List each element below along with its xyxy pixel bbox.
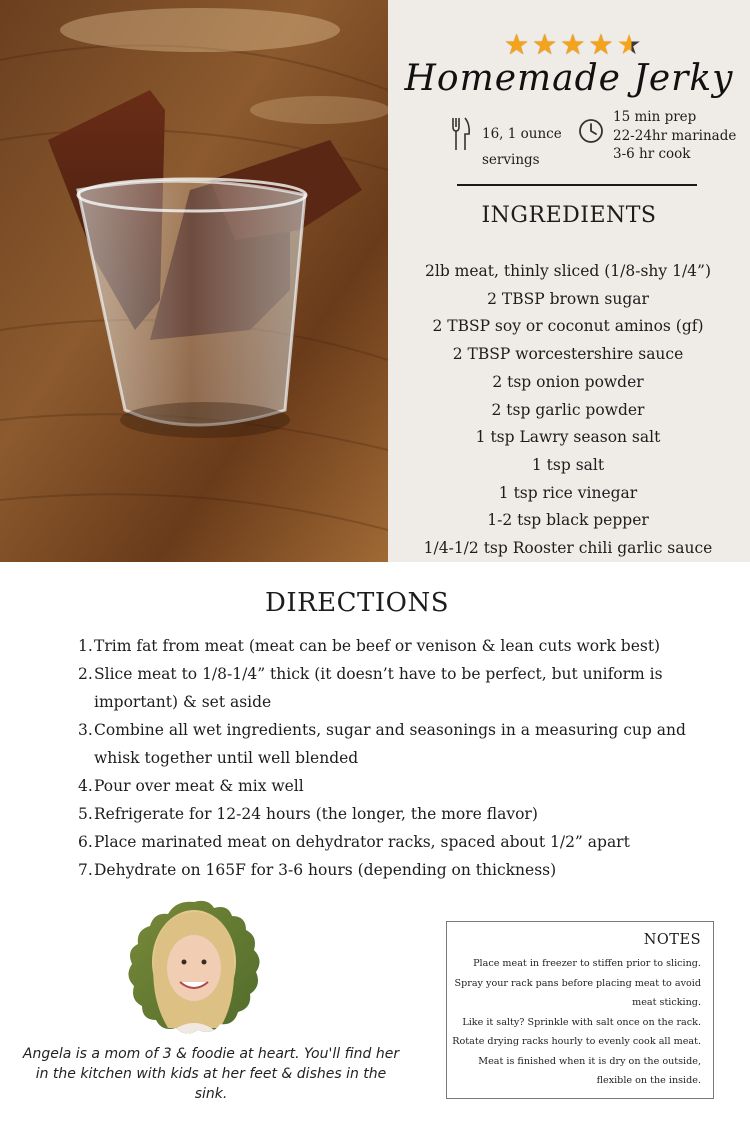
step-text: Place marinated meat on dehydrator racks, spaced about 1/2” apart	[94, 833, 630, 851]
author-bio: Angela is a mom of 3 & foodie at heart. You'll find her in the kitchen with kids at her feet & dishes in the sink.	[22, 1046, 400, 1102]
directions-list	[78, 632, 718, 884]
direction-step	[78, 856, 718, 884]
ingredient-item: 2 tsp garlic powder	[491, 400, 645, 419]
notes-box	[446, 921, 714, 1099]
step-text: Refrigerate for 12-24 hours (the longer, the more flavor)	[94, 805, 538, 823]
time-info	[613, 108, 743, 164]
notes-heading: NOTES	[643, 932, 701, 948]
ingredient-item: 2 tsp onion powder	[492, 372, 644, 391]
note-item: Meat is finished when it is dry on the outside, flexible on the inside.	[478, 1055, 701, 1086]
cook-time: 3-6 hr cook	[613, 146, 691, 162]
direction-step	[78, 828, 718, 856]
rating-stars	[504, 30, 642, 60]
ingredient-item: 2lb meat, thinly sliced (1/8-shy 1/4”)	[425, 262, 711, 280]
half-star-icon: ★	[616, 28, 642, 61]
direction-step	[78, 660, 718, 716]
servings-info	[482, 124, 572, 170]
step-text: Combine all wet ingredients, sugar and seasonings in a measuring cup and whisk together until well blended	[94, 721, 686, 767]
step-number: 2.	[78, 665, 93, 683]
star-icon: ★	[560, 28, 586, 61]
step-text: Slice meat to 1/8-1/4” thick (it doesn’t have to be perfect, but uniform is important) & set aside	[94, 665, 663, 711]
step-number: 1.	[78, 637, 93, 655]
notes-list	[451, 954, 701, 1091]
recipe-card-panel	[388, 0, 750, 562]
direction-step	[78, 632, 718, 660]
step-number: 7.	[78, 861, 93, 879]
servings-line: 16, 1 ounce	[482, 126, 562, 142]
step-text: Trim fat from meat (meat can be beef or venison & lean cuts work best)	[94, 637, 661, 655]
step-number: 6.	[78, 833, 93, 851]
star-icon: ★	[532, 28, 558, 61]
ingredient-item: 1/4-1/2 tsp Rooster chili garlic sauce	[423, 539, 713, 558]
step-number: 3.	[78, 721, 93, 739]
note-item: Rotate drying racks hourly to evenly cook all meat.	[452, 1036, 701, 1047]
marinade-time: 22-24hr marinade	[613, 127, 737, 144]
step-text: Dehydrate on 165F for 3-6 hours (depending on thickness)	[94, 861, 557, 879]
star-icon: ★	[504, 28, 530, 61]
jerky-photo	[0, 0, 388, 562]
step-text: Pour over meat & mix well	[94, 777, 304, 795]
ingredients-heading: INGREDIENTS	[481, 203, 657, 228]
divider	[457, 184, 697, 186]
ingredient-item: 1 tsp rice vinegar	[498, 483, 638, 502]
step-number: 5.	[78, 805, 93, 823]
servings-unit: servings	[482, 152, 540, 168]
ingredient-item: 1 tsp salt	[531, 455, 605, 474]
star-icon: ★	[588, 28, 614, 61]
note-item: Place meat in freezer to stiffen prior to slicing.	[473, 958, 701, 969]
ingredient-item: 2 TBSP worcestershire sauce	[452, 345, 684, 364]
direction-step	[78, 800, 718, 828]
clock-icon	[578, 118, 604, 144]
ingredient-item: 1 tsp Lawry season salt	[475, 428, 661, 447]
recipe-title: Homemade Jerky	[404, 58, 734, 99]
direction-step	[78, 772, 718, 800]
ingredients-list	[378, 258, 750, 563]
note-item: Spray your rack pans before placing meat to avoid meat sticking.	[454, 977, 701, 1008]
author-avatar	[124, 898, 264, 1038]
directions-heading: DIRECTIONS	[264, 588, 450, 618]
ingredient-item: 2 TBSP brown sugar	[487, 289, 649, 308]
direction-step	[78, 716, 718, 772]
ingredient-item: 2 TBSP soy or coconut aminos (gf)	[432, 317, 704, 336]
fork-knife-icon	[450, 116, 472, 152]
step-number: 4.	[78, 777, 93, 795]
ingredient-item: 1-2 tsp black pepper	[487, 511, 649, 530]
prep-time: 15 min prep	[613, 109, 697, 125]
note-item: Like it salty? Sprinkle with salt once on the rack.	[462, 1016, 701, 1028]
